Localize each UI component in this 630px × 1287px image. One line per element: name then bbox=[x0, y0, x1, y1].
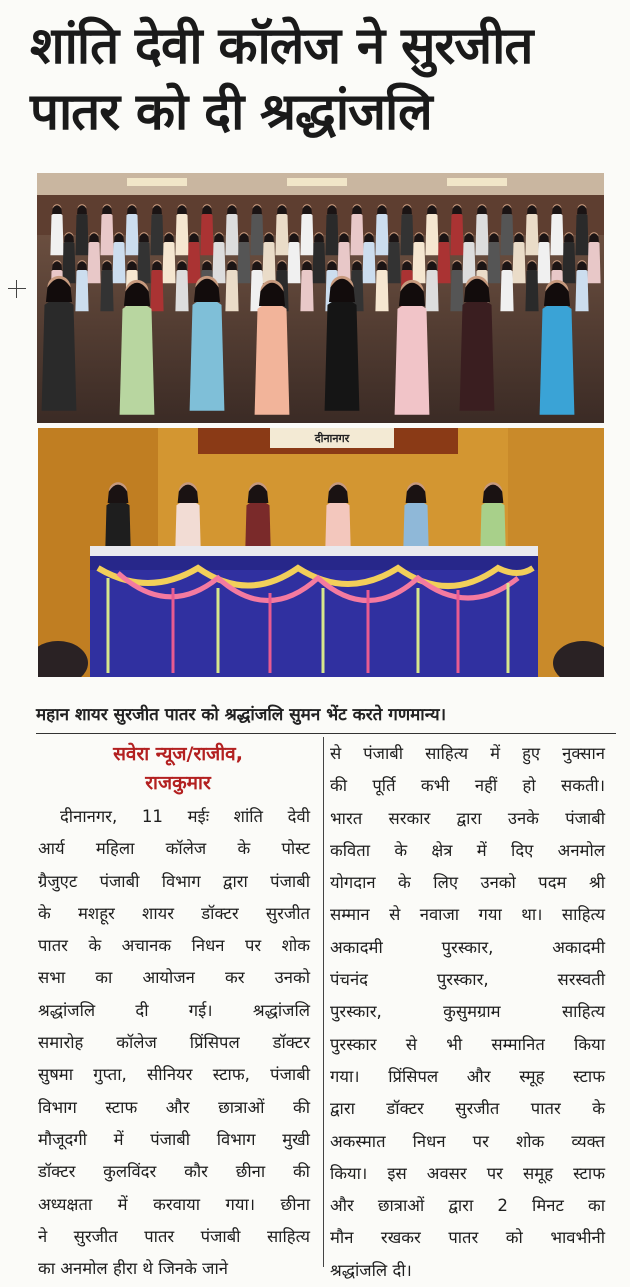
person-figure bbox=[225, 269, 238, 311]
headline-line-1: शांति देवी कॉलेज ने सुरजीत bbox=[30, 17, 533, 76]
photo-group-standing bbox=[37, 173, 604, 423]
article-line: योगदान के लिए उनको पदम श्री bbox=[330, 873, 605, 893]
byline-line-1: सवेरा न्यूज/राजीव, bbox=[113, 743, 243, 765]
photo-caption: महान शायर सुरजीत पातर को श्रद्धांजलि सुमन भेंट करते गणमान्य। bbox=[36, 705, 447, 725]
article-line: पंचनंद पुरस्कार, सरस्वती bbox=[330, 970, 605, 990]
person-figure bbox=[412, 241, 425, 283]
person-figure bbox=[162, 241, 175, 283]
person-figure bbox=[255, 303, 290, 415]
article-column-2 bbox=[330, 738, 605, 1287]
person-figure bbox=[175, 269, 188, 311]
article-line: और छात्राओं द्वारा 2 मिनट का bbox=[330, 1196, 605, 1216]
person-figure bbox=[120, 303, 155, 415]
article-line: डॉक्टर कुलविंदर कौर छीना की bbox=[38, 1162, 310, 1182]
article-line: अकादमी पुरस्कार, अकादमी bbox=[330, 937, 605, 957]
article-line: श्रद्धांजलि दी गई। श्रद्धांजलि bbox=[38, 1000, 310, 1020]
article-line: भारत सरकार द्वारा उनके पंजाबी bbox=[330, 808, 605, 828]
person-figure bbox=[540, 303, 575, 415]
column-divider bbox=[323, 737, 324, 1267]
person-figure bbox=[250, 213, 263, 255]
article-line: अकस्मात निधन पर शोक व्यक्त bbox=[330, 1131, 605, 1151]
article-line: गया। प्रिंसिपल और स्मूह स्टाफ bbox=[330, 1066, 605, 1086]
person-figure bbox=[187, 241, 200, 283]
byline bbox=[36, 740, 320, 798]
person-figure bbox=[100, 269, 113, 311]
person-figure bbox=[437, 241, 450, 283]
article-line: श्रद्धांजलि दी। bbox=[330, 1260, 412, 1280]
article-line: द्वारा डॉक्टर सुरजीत पातर के bbox=[330, 1099, 605, 1119]
person-figure bbox=[512, 241, 525, 283]
person-figure bbox=[190, 299, 225, 411]
person-figure bbox=[200, 213, 213, 255]
article-line: पुरस्कार, कुसुमग्राम साहित्य bbox=[330, 1002, 605, 1022]
person-figure bbox=[75, 269, 88, 311]
person-figure bbox=[395, 303, 430, 415]
article-line: ने सुरजीत पातर पंजाबी साहित्य bbox=[38, 1226, 310, 1246]
person-figure bbox=[537, 241, 550, 283]
person-figure bbox=[575, 213, 588, 255]
byline-line-2: राजकुमार bbox=[145, 772, 211, 794]
person-figure bbox=[362, 241, 375, 283]
article-column-1 bbox=[38, 801, 310, 1285]
banner-text: दीनानगर bbox=[314, 432, 350, 445]
person-figure bbox=[75, 213, 88, 255]
article-line: की पूर्ति कभी नहीं हो सकती। bbox=[330, 776, 605, 796]
person-figure bbox=[587, 241, 600, 283]
person-figure bbox=[375, 269, 388, 311]
person-figure bbox=[475, 213, 488, 255]
person-figure bbox=[212, 241, 225, 283]
article-line: मौजूदगी में पंजाबी विभाग मुखी bbox=[38, 1129, 310, 1149]
person-figure bbox=[62, 241, 75, 283]
person-figure bbox=[500, 213, 513, 255]
article-line: सभा का आयोजन कर उनको bbox=[38, 968, 310, 988]
headline-line-2: पातर को दी श्रद्धांजलि bbox=[30, 83, 432, 142]
article-line: के मशहूर शायर डॉक्टर सुरजीत bbox=[38, 903, 310, 923]
article-line: समारोह कॉलेज प्रिंसिपल डॉक्टर bbox=[38, 1033, 310, 1053]
person-figure bbox=[262, 241, 275, 283]
headline bbox=[30, 14, 620, 146]
person-figure bbox=[237, 241, 250, 283]
person-figure bbox=[425, 269, 438, 311]
article-line: कविता के क्षेत्र में दिए अनमोल bbox=[330, 840, 605, 860]
person-figure bbox=[87, 241, 100, 283]
person-figure bbox=[400, 213, 413, 255]
person-figure bbox=[460, 299, 495, 411]
caption-divider bbox=[36, 733, 616, 734]
person-figure bbox=[487, 241, 500, 283]
person-figure bbox=[450, 269, 463, 311]
person-figure bbox=[175, 213, 188, 255]
person-figure bbox=[387, 241, 400, 283]
person-figure bbox=[325, 299, 360, 411]
article-line: अध्यक्षता में करवाया गया। छीना bbox=[38, 1194, 310, 1214]
person-figure bbox=[312, 241, 325, 283]
article-line: आर्य महिला कॉलेज के पोस्ट bbox=[38, 839, 310, 859]
article-line: दीनानगर, 11 मईः शांति देवी bbox=[60, 807, 310, 826]
person-figure bbox=[450, 213, 463, 255]
crosshair-cursor-icon bbox=[8, 280, 26, 298]
article-line: पुरस्कार से भी सम्मानित किया bbox=[330, 1034, 605, 1054]
person-figure bbox=[500, 269, 513, 311]
article-line: मौन रखकर पातर को भावभीनी bbox=[330, 1228, 605, 1248]
person-figure bbox=[275, 213, 288, 255]
person-figure bbox=[112, 241, 125, 283]
article-line: पातर के अचानक निधन पर शोक bbox=[38, 936, 310, 956]
person-figure bbox=[150, 213, 163, 255]
article-line: सम्मान से नवाजा गया था। साहित्य bbox=[330, 905, 605, 925]
person-figure bbox=[100, 213, 113, 255]
person-figure bbox=[225, 213, 238, 255]
person-figure bbox=[42, 299, 77, 411]
person-figure bbox=[137, 241, 150, 283]
article-line: विभाग स्टाफ और छात्राओं की bbox=[38, 1097, 310, 1117]
person-figure bbox=[350, 213, 363, 255]
person-figure bbox=[550, 213, 563, 255]
article-line: का अनमोल हीरा थे जिनके जाने bbox=[38, 1259, 228, 1279]
article-line: से पंजाबी साहित्य में हुए नुक्सान bbox=[330, 744, 605, 763]
person-figure bbox=[325, 213, 338, 255]
person-figure bbox=[300, 269, 313, 311]
photo-group-standing-illustration bbox=[37, 173, 604, 423]
person-figure bbox=[150, 269, 163, 311]
person-figure bbox=[562, 241, 575, 283]
article-line: सुषमा गुप्ता, सीनियर स्टाफ, पंजाबी bbox=[38, 1065, 310, 1085]
photo-dignitaries-table bbox=[38, 428, 604, 677]
person-figure bbox=[525, 269, 538, 311]
person-figure bbox=[50, 213, 63, 255]
article-line: ग्रैजुएट पंजाबी विभाग द्वारा पंजाबी bbox=[38, 871, 310, 891]
person-figure bbox=[287, 241, 300, 283]
article-line: किया। इस अवसर पर समूह स्टाफ bbox=[330, 1163, 605, 1183]
photo-dignitaries-illustration bbox=[38, 428, 604, 677]
person-figure bbox=[300, 213, 313, 255]
person-figure bbox=[125, 213, 138, 255]
person-figure bbox=[425, 213, 438, 255]
person-figure bbox=[575, 269, 588, 311]
person-figure bbox=[375, 213, 388, 255]
person-figure bbox=[525, 213, 538, 255]
